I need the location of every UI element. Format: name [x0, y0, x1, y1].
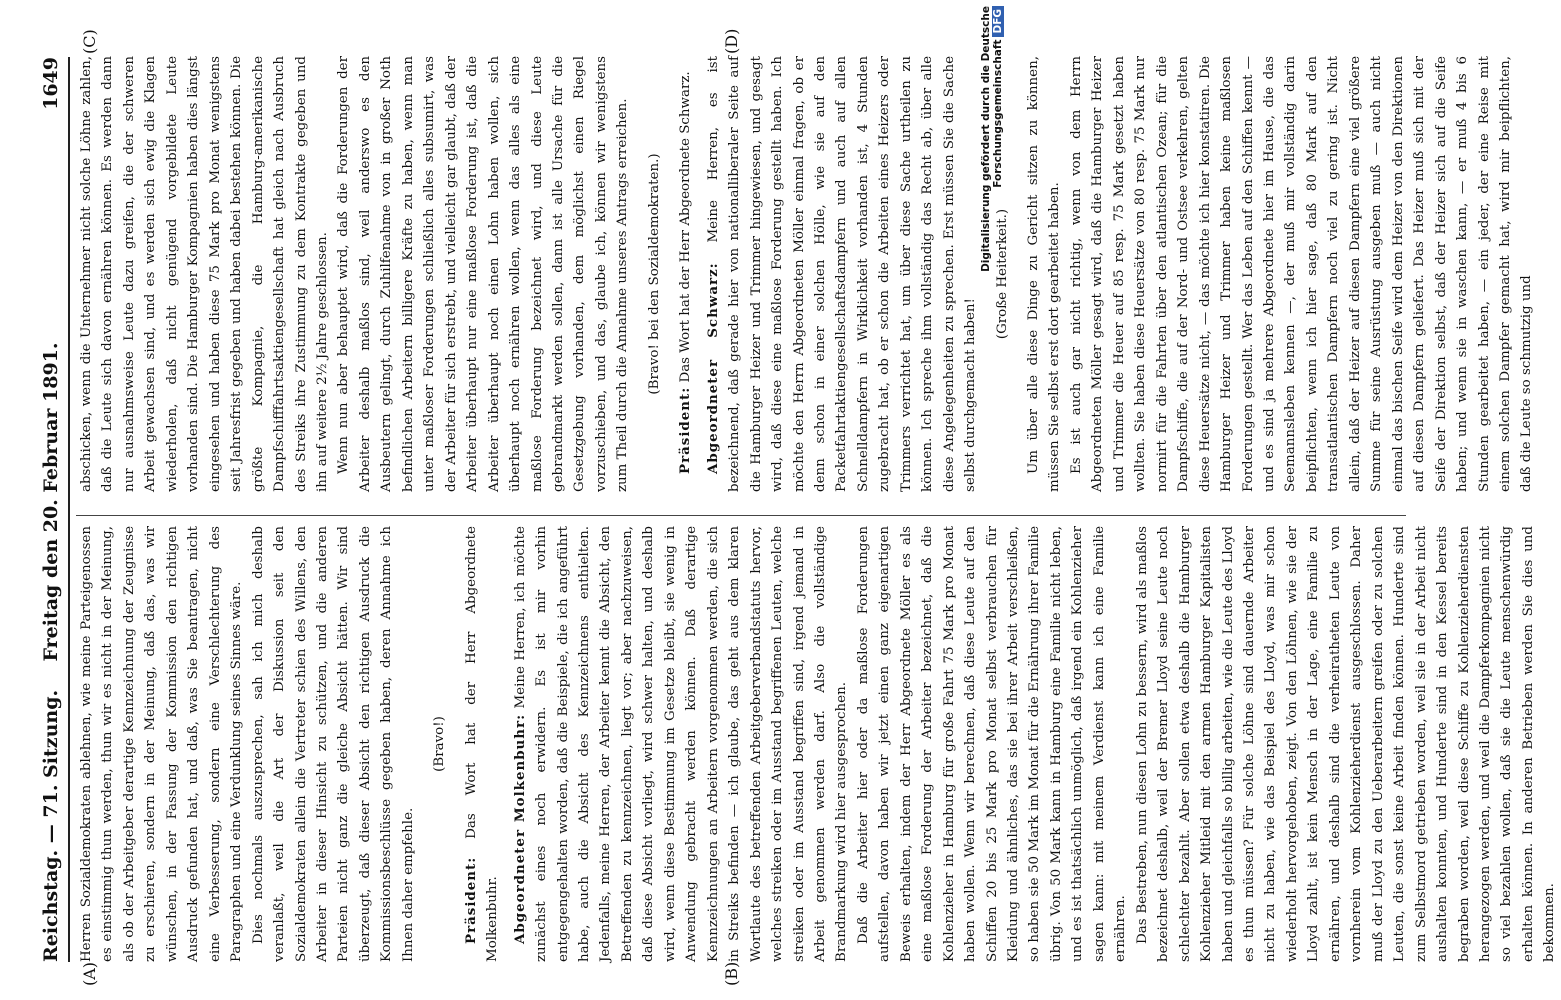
page-number: 1649 — [40, 57, 62, 110]
margin-letter-a: (A) — [80, 961, 99, 986]
header-rule — [68, 57, 70, 962]
speaker-text: Meine Herren, es ist bezeichnend, daß gerade hier von nationalliberaler Seite auf die Hamburger Heizer und Trimmer hingewiesen, und gesagt wird, daß diese eine maßlose Forderung gestellt haben. Ich möchte den Herrn Abgeordneten Möller einmal fragen, ob er denn schon in einer solchen Hölle, wie sie auf den Packetfahrtaktiengesellschaftsdampfern und auch auf allen Schnelldampfern in Wirklichkeit vorhanden ist, 4 Stunden zugebracht hat, ob er schon die Arbeiten eines Heizers oder Trimmers verrichtet hat, um über diese Sache urtheilen zu können. Ich spreche ihm vollständig das Recht ab, über alle diese Angelegenheiten zu sprechen. Erst müssen Sie die Sache selbst durchgemacht haben! — [705, 56, 979, 492]
margin-letter-b: (B) — [722, 961, 741, 986]
speaker-text: Meine Herren, ich möchte zunächst eines noch erwidern. Es ist mir vorhin entgegengehalten worden, daß die Beispiele, die ich angeführt habe, auch die Absicht des Kennzeichnens enthielten. Jedenfalls, meine Herren, der Arbeiter kennt die Absicht, den Betreffenden zu kennzeichnen, liegt vor; aber nachzuweisen, daß diese Absicht vorliegt, wird schwer halten, und deshalb wird, wenn diese Bestimmung im Gesetze bleibt, sie wenig in Anwendung gebracht werden können. Daß derartige Kennzeichnungen an Arbeitern vorgenommen werden, die sich in Streiks befinden — ich glaube, das geht aus dem klaren Wortlaute des betreffenden Arbeitgeberverbandstatuts hervor, welches streiken oder im Ausstand begriffenen Leuten, welche streiken oder im Ausstand begriffen sind, irgend jemand in Arbeit genommen werden darf. Also die vollständige Brandmarkung wird hier ausgesprochen. — [512, 526, 850, 962]
margin-letter-d: (D) — [722, 28, 741, 54]
speaker-label: Präsident: — [462, 856, 479, 944]
paragraph: Herren Sozialdemokraten ablehnen, wie meine Parteigenossen es einstimmig thun werden, thun wir es nicht in der Meinung, als ob der Arbeitgeber derartige Kennzeichnung der Zeugnisse zu erschieren, sondern in der Meinung, daß das, was wir wünschen, in der Fassung der Kommission den richtigen Ausdruck gefunden hat, und daß, was Sie beantragen, nicht eine Verbesserung, sondern eine Verschlechterung des Paragraphen und eine Verdunklung seines Sinnes wäre. — [79, 526, 245, 962]
paragraph: Es ist auch gar nicht richtig, wenn von dem Herrn Abgeordneten Möller gesagt wird, daß die Hamburger Heizer und Trimmer die Heuer auf 85 resp. 75 Mark gesetzt haben wollten. Sie haben diese Heuersätze von 80 resp. 75 Mark nur normirt für die Fahrten über den atlantischen Ozean; für die Dampfschiffe, die auf der Nord- und Ostsee verkehren, gelten diese Heuersätze nicht, — das möchte ich hier konstatiren. Die Hamburger Heizer und Trimmer haben keine maßlosen Forderungen gestellt. Wer das Leben auf den Schiffen kennt — und es sind ja mehrere Abgeordnete hier im Hause, die das Seemannsleben kennen —, der muß mir vollständig darin beipflichten, wenn ich hier sage, daß 80 Mark auf den transatlantischen Dampfern noch viel zu gering ist. Nicht allein, daß der Heizer auf diesen Dampfern eine viel größere Summe für seine Ausrüstung ausgeben muß — auch nicht einmal das bischen Seife wird dem Heizer von den Direktionen auf diesen Dampfern geliefert. Das Heizer muß sich mit der Seife der Direktion selbst, daß der Heizer sich auf die Seife haben; und wenn sie in waschen kann, — er muß 4 bis 6 Stunden gearbeitet haben, — ein jeder, der eine Reise mit einem solchen Dampfer gemacht hat, wird mir beipflichten, daß die Leute so schmutzig und — [1068, 56, 1535, 492]
margin-letter-c: (C) — [80, 29, 99, 54]
paragraph: abschicken, wenn die Unternehmer nicht solche Löhne zahlen, daß die Leute sich davon ernähren können. Es werden dann nur ausnahmsweise Leute dazu greifen, die der schweren Arbeit gewachsen sind, und es werden sich ewig die Klagen wiederholen, daß nicht genügend vorgebildete Leute vorhanden sind. Die Hamburger Kompagnien haben dies längst eingesehen und haben diese 75 Mark pro Monat wenigstens seit Jahresfrist gegeben und haben dabei bestehen können. Die größte Kompagnie, die Hamburg-amerikanische Dampfschifffahrtsaktiengesellschaft hat gleich nach Ausbruch des Streiks ihre Zustimmung zu dem Kontrakte gegeben und ihn auf weitere 2½ Jahre geschlossen. — [79, 56, 330, 492]
right-column — [76, 56, 1535, 492]
paragraph: Wenn nun aber behauptet wird, daß die Forderungen der Arbeiter deshalb maßlos sind, weil anderswo es den Ausbeutern gelingt, durch Zuhilfenahme von in großer Noth befindlichen Arbeitern billigere Kräfte zu haben, wenn man unter maßloser Forderungen schließlich alles subsumirt, was der Arbeiter für sich erstrebt, und vielleicht gar glaubt, daß der Arbeiter überhaupt nur eine maßlose Forderung ist, daß die Arbeiter überhaupt noch einen Lohn haben wollen, sich überhaupt noch ernähren wollen, wenn das alles als eine maßlose Forderung bezeichnet wird, und diese Leute gebrandmarkt werden sollen, dann ist alle Ursache für die Gesetzgebung vorhanden, dem möglichst einen Riegel vorzuschieben, und das, glaube ich, können wir wenigstens zum Theil durch die Annahme unseres Antrags erreichen. — [336, 56, 631, 492]
speaker-turn — [461, 526, 504, 962]
speaker-text: Das Wort hat der Herr Abgeordnete Molkenbuhr. — [463, 526, 501, 962]
speaker-label: Abgeordneter Schwarz: — [704, 262, 721, 474]
speaker-turn — [510, 526, 853, 962]
interjection: (Bravo!) — [432, 716, 448, 772]
interjection: (Bravo! bei den Sozialdemokraten.) — [646, 153, 662, 395]
digitization-credit — [980, 6, 1004, 386]
paragraph: Dies nochmals auszusprechen, sah ich mich deshalb veranlaßt, weil die Art der Diskussion seit den Sozialdemokraten allein die Vertreter schien des Willens, den Arbeiter in dieser Hinsicht zu schützen, und die anderen Parteien nicht ganz die gleiche Absicht hätten. Wir sind überzeugt, daß dieser Absicht den richtigen Ausdruck die Kommissionsbeschlüsse gegeben haben, deren Annahme ich Ihnen daher empfehle. — [250, 526, 416, 962]
header-date: Freitag den 20. Februar 1891. — [40, 342, 62, 662]
header-left: Reichstag. — 71. Sitzung. — [40, 689, 62, 962]
paragraph: Das Bestreben, nun diesen Lohn zu bessern, wird als maßlos bezeichnet deshalb, weil der Bremer Lloyd seine Leute noch schlechter bezahlt. Aber sollen etwa deshalb die Hamburger Kohlenzieher Mitleid mit den armen Hamburger Kapitalisten haben und gleichfalls so billig arbeiten, wie die Leute des Lloyd es thun müssen? Für solche Löhne sind dauernde Arbeiter nicht zu haben, wie das Beispiel des Lloyd, was mir schon wiederholt hervorgehoben, zeigt. Von den Löhnen, wie sie der Lloyd zahlt, ist kein Mensch in der Lage, eine Familie zu ernähren, und deshalb sind die verheiratheten Leute von vornherein vom Kohlenzieherdienst ausgeschlossen. Daher muß der Lloyd zu den Ueberarbeitern greifen oder zu solchen Leuten, die sonst keine Arbeit finden können. Hunderte sind zum Selbstmord getrieben worden, weil sie in der Arbeit nicht aushalten konnten, und Hunderte sind in den Kessel bereits begraben worden, weil diese Schiffe zu Kohlenzieherdiensten herangezogen werden, und weil die Dampferkompagnien nicht so viel bezahlen wollen, daß sie die Leute menschenwürdig erhalten können. In anderen Betrieben werden Sie dies und bekommen. — [1134, 526, 1558, 962]
speaker-label: Präsident: — [677, 386, 694, 474]
interjection: (Große Heiterkeit.) — [994, 208, 1010, 340]
left-column — [76, 526, 1558, 962]
column-divider — [76, 515, 1406, 516]
speaker-text: Das Wort hat der Herr Abgeordnete Schwarz. — [678, 71, 694, 383]
speaker-turn — [703, 56, 982, 492]
paragraph: Um über alle diese Dinge zu Gericht sitzen zu können, müssen Sie selbst erst dort gearbeitet haben. — [1026, 56, 1063, 492]
dfg-logo: DFG — [992, 6, 1004, 37]
speaker-label: Abgeordneter Molkenbuhr: — [511, 713, 528, 944]
credit-text: Digitalisierung gefördert durch die Deutsche Forschungsgemeinschaft — [980, 6, 1004, 272]
paragraph: Daß die Arbeiter hier oder da maßlose Forderungen aufstellen, davon haben wir jetzt einen ganz eigenartigen Beweis erhalten, indem der Herr Abgeordnete Möller es als eine maßlose Forderung der Arbeiter bezeichnet, daß die Kohlenzieher in Hamburg für große Fahrt 75 Mark pro Monat haben wollen. Wenn wir berechnen, daß diese Leute auf den Schiffen 20 bis 25 Mark pro Monat selbst verbrauchen für Kleidung und ähnliches, das sie bei ihrer Arbeit verschleißen, so haben sie 50 Mark im Monat für die Ernährung ihrer Familie übrig. Von 50 Mark kann in Hamburg eine Familie nicht leben, und es ist thatsächlich unmöglich, daß irgend ein Kohlenzieher sagen kann: mit meinem Verdienst kann ich eine Familie ernähren. — [855, 526, 1129, 962]
running-header — [40, 57, 66, 962]
speaker-turn — [675, 56, 696, 492]
